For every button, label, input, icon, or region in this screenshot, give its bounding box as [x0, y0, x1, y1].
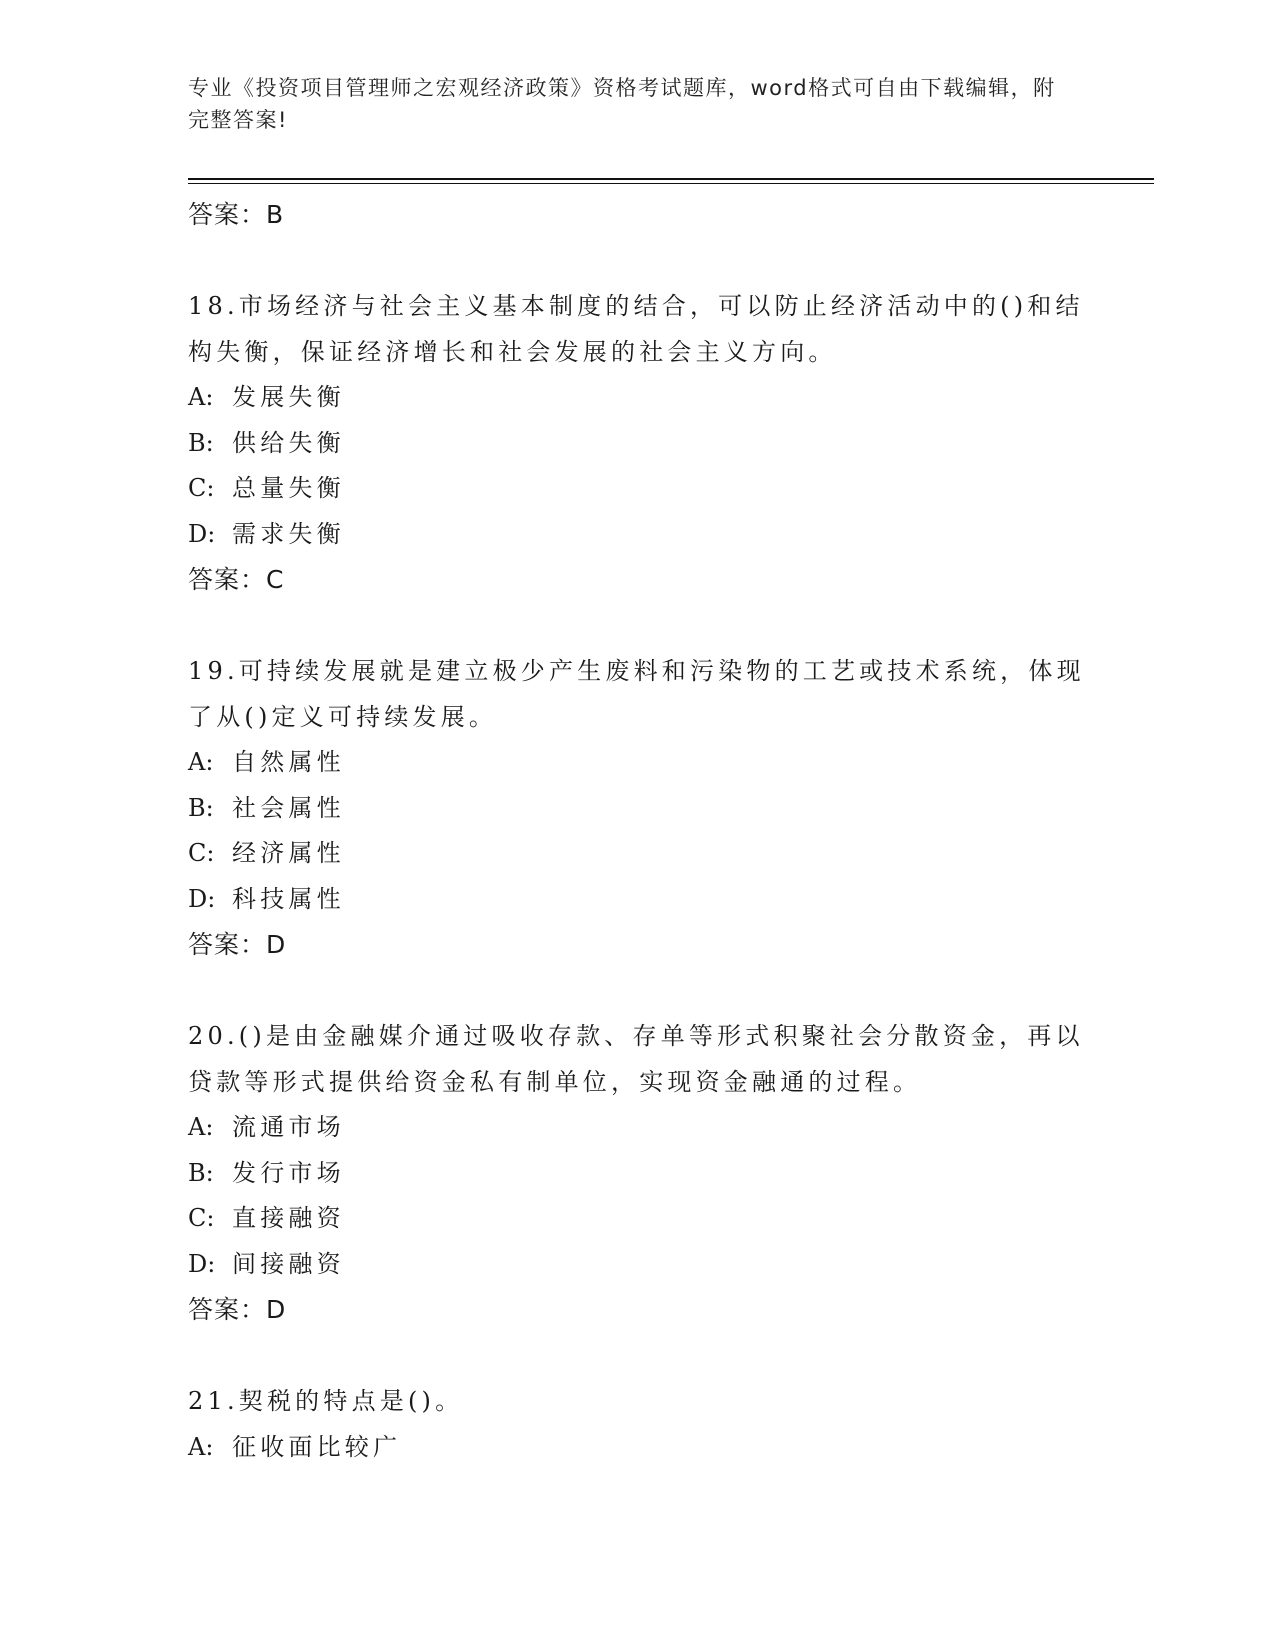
- question-list: [188, 192, 1088, 1470]
- option-b: [188, 786, 1088, 832]
- option-c: [188, 831, 1088, 877]
- document-header: [188, 72, 1068, 136]
- option-b: [188, 421, 1088, 467]
- option-letter: C:: [188, 839, 215, 867]
- option-text: 供给失衡: [232, 428, 345, 457]
- option-text: 社会属性: [232, 793, 345, 822]
- answer-line: 答案：D: [188, 1295, 287, 1324]
- header-divider-thin: [188, 183, 1154, 184]
- answer-line: 答案：C: [188, 565, 285, 594]
- option-text: 需求失衡: [232, 519, 345, 548]
- question-block: [188, 284, 1088, 603]
- option-d: [188, 1242, 1088, 1288]
- option-letter: D:: [188, 884, 216, 913]
- option-text: 征收面比较广: [232, 1432, 402, 1461]
- question-text: 21.契税的特点是()。: [188, 1387, 464, 1415]
- question-block: [188, 1379, 1088, 1470]
- option-text: 直接融资: [232, 1204, 345, 1232]
- option-letter: C:: [188, 474, 215, 502]
- question-text: 18.市场经济与社会主义基本制度的结合，可以防止经济活动中的()和结构失衡，保证经济增长和社会发展的社会主义方向。: [188, 292, 1084, 366]
- option-letter: A:: [188, 1113, 214, 1141]
- option-a: [188, 375, 1088, 421]
- option-text: 经济属性: [232, 839, 345, 867]
- option-a: [188, 1105, 1088, 1151]
- header-divider-thick: [188, 178, 1154, 180]
- option-letter: C:: [188, 1204, 215, 1232]
- option-text: 发展失衡: [232, 383, 345, 411]
- option-text: 科技属性: [232, 884, 345, 913]
- option-a: [188, 740, 1088, 786]
- option-letter: D:: [188, 1249, 216, 1278]
- option-c: [188, 466, 1088, 512]
- option-d: [188, 877, 1088, 923]
- option-b: [188, 1151, 1088, 1197]
- answer-line: 答案：B: [188, 200, 285, 229]
- option-text: 间接融资: [232, 1249, 345, 1278]
- option-letter: A:: [188, 383, 214, 411]
- question-text: 20.()是由金融媒介通过吸收存款、存单等形式积聚社会分散资金，再以贷款等形式提供给资金私有制单位，实现资金融通的过程。: [188, 1022, 1084, 1096]
- header-title: 专业《投资项目管理师之宏观经济政策》资格考试题库，word格式可自由下载编辑，附完整答案!: [188, 76, 1056, 132]
- option-text: 流通市场: [232, 1113, 345, 1141]
- option-text: 总量失衡: [232, 474, 345, 502]
- question-block: [188, 649, 1088, 968]
- option-text: 发行市场: [232, 1158, 345, 1187]
- option-d: [188, 512, 1088, 558]
- question-block: [188, 1014, 1088, 1333]
- option-letter: B:: [188, 793, 214, 822]
- option-letter: D:: [188, 519, 216, 548]
- option-text: 自然属性: [232, 748, 345, 776]
- option-letter: B:: [188, 1158, 214, 1187]
- option-letter: B:: [188, 428, 214, 457]
- option-letter: A:: [188, 748, 214, 776]
- option-a: [188, 1425, 1088, 1471]
- option-c: [188, 1196, 1088, 1242]
- answer-line: 答案：D: [188, 930, 287, 959]
- option-letter: A:: [188, 1432, 214, 1461]
- question-text: 19.可持续发展就是建立极少产生废料和污染物的工艺或技术系统，体现了从()定义可持续发展。: [188, 657, 1085, 731]
